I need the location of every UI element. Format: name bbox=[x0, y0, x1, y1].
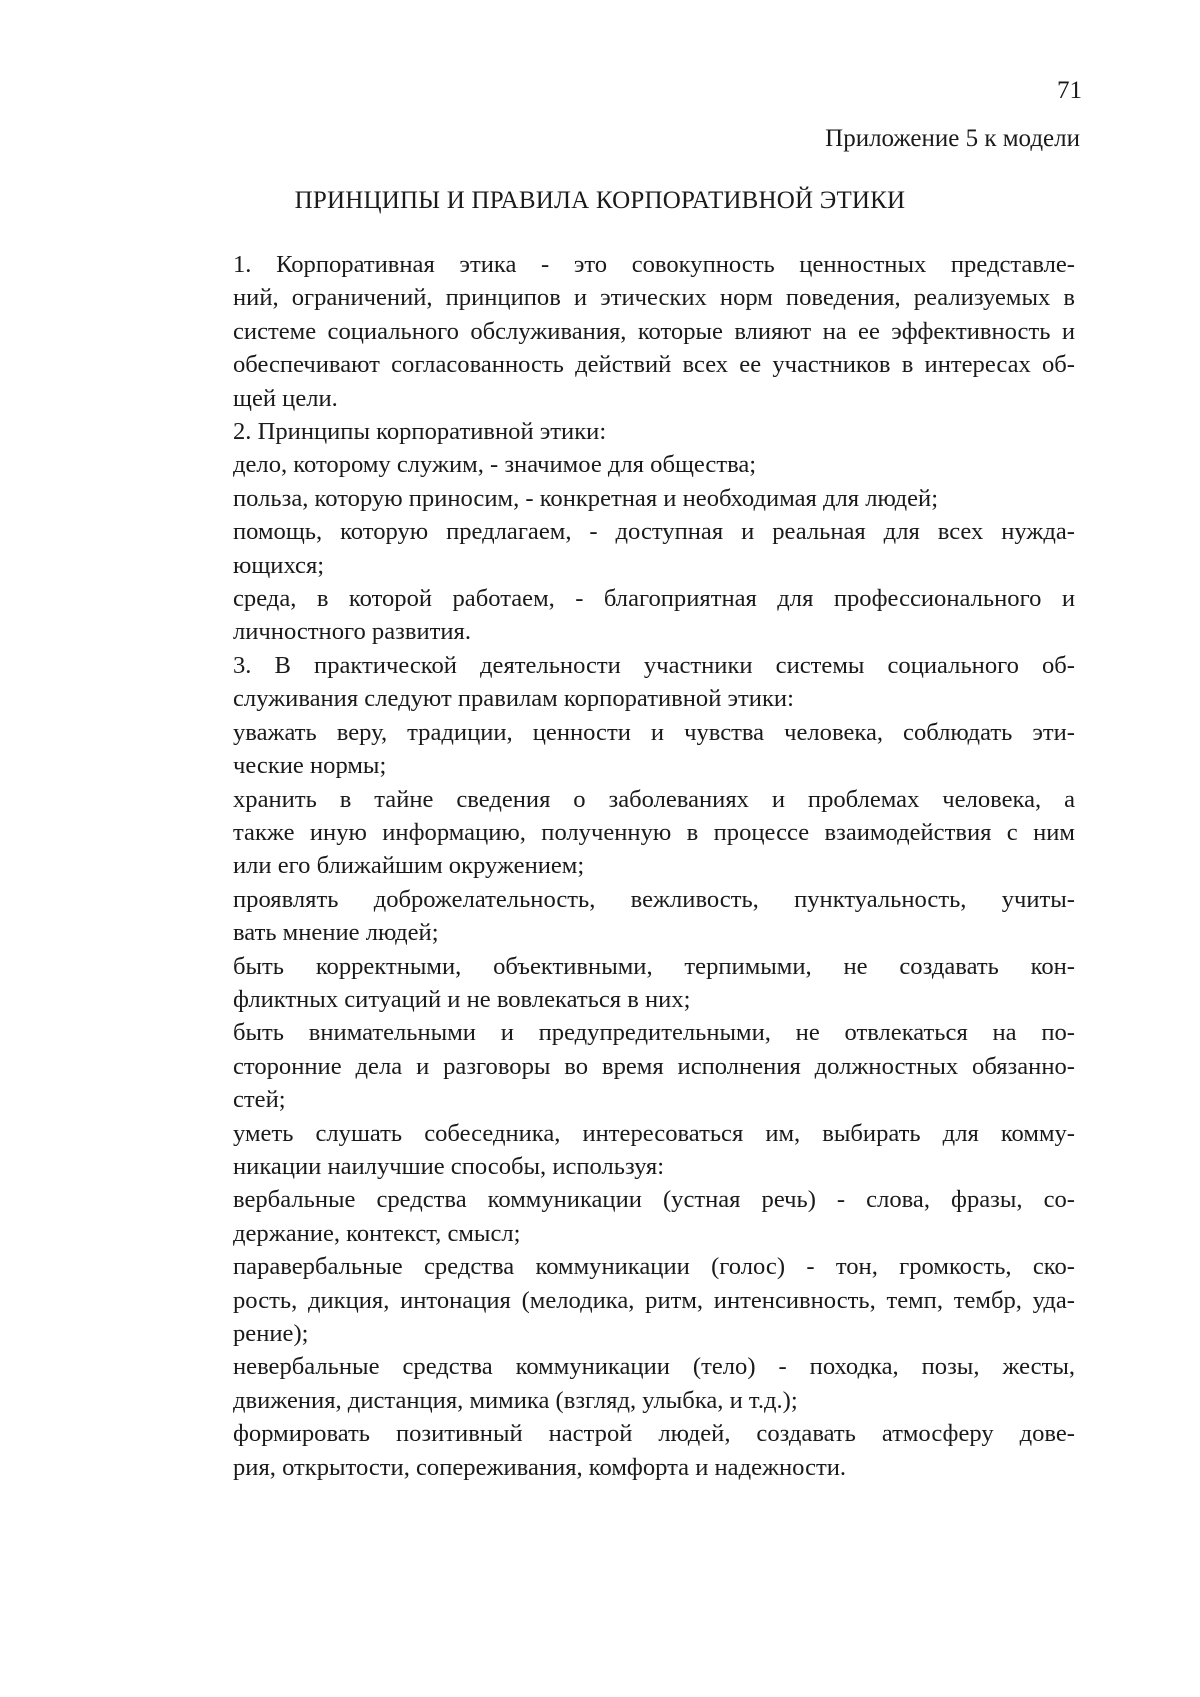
paragraph-line: 3. В практической деятельности участники системы социального об- bbox=[233, 651, 1075, 679]
paragraph-line: уметь слушать собеседника, интересоваться им, выбирать для комму- bbox=[233, 1119, 1075, 1147]
paragraph-line: служивания следуют правилам корпоративной этики: bbox=[233, 685, 794, 713]
paragraph-line: 1. Корпоративная этика - это совокупность ценностных представле- bbox=[233, 251, 1075, 278]
paragraph bbox=[163, 448, 1075, 481]
paragraph-line: дело, которому служим, - значимое для общества; bbox=[233, 451, 757, 479]
paragraph-line: ющихся; bbox=[233, 551, 325, 579]
paragraph-line: обеспечивают согласованность действий всех ее участников в интересах об- bbox=[233, 351, 1075, 379]
paragraph-line: системе социального обслуживания, которые влияют на ее эффективность и bbox=[233, 317, 1075, 345]
paragraph bbox=[163, 248, 1075, 415]
paragraph-line: невербальные средства коммуникации (тело) - походка, позы, жесты, bbox=[233, 1353, 1075, 1381]
paragraph bbox=[163, 1016, 1075, 1116]
paragraph-line: помощь, которую предлагаем, - доступная и реальная для всех нужда- bbox=[233, 518, 1075, 546]
paragraph-line: рость, дикция, интонация (мелодика, ритм, интенсивность, темп, тембр, уда- bbox=[233, 1286, 1075, 1314]
paragraph bbox=[163, 716, 1075, 783]
paragraph bbox=[163, 515, 1075, 582]
paragraph-line: 2. Принципы корпоративной этики: bbox=[233, 418, 607, 446]
paragraph-line: рение); bbox=[233, 1320, 309, 1347]
paragraph-line: паравербальные средства коммуникации (голос) - тон, громкость, ско- bbox=[233, 1253, 1075, 1281]
document-title: ПРИНЦИПЫ И ПРАВИЛА КОРПОРАТИВНОЙ ЭТИКИ bbox=[294, 187, 906, 214]
appendix-label: Приложение 5 к модели bbox=[825, 125, 1080, 152]
paragraph-line: ний, ограничений, принципов и этических норм поведения, реализуемых в bbox=[233, 284, 1075, 312]
paragraph bbox=[163, 1417, 1075, 1484]
paragraph-line: или его ближайшим окружением; bbox=[233, 852, 585, 880]
paragraph-line: быть внимательными и предупредительными, не отвлекаться на по- bbox=[233, 1019, 1075, 1047]
paragraph-line: хранить в тайне сведения о заболеваниях и проблемах человека, а bbox=[233, 785, 1075, 813]
paragraph-line: формировать позитивный настрой людей, создавать атмосферу дове- bbox=[233, 1420, 1075, 1448]
paragraph-line: вербальные средства коммуникации (устная речь) - слова, фразы, со- bbox=[233, 1186, 1075, 1214]
document-body bbox=[163, 248, 1075, 1484]
paragraph bbox=[163, 482, 1075, 515]
paragraph bbox=[163, 1117, 1075, 1184]
paragraph-line: польза, которую приносим, - конкретная и необходимая для людей; bbox=[233, 484, 939, 512]
paragraph bbox=[163, 1183, 1075, 1250]
paragraph bbox=[163, 1250, 1075, 1350]
page-number: 71 bbox=[1057, 77, 1082, 104]
paragraph bbox=[163, 783, 1075, 883]
paragraph-line: среда, в которой работаем, - благоприятная для профессионального и bbox=[233, 585, 1075, 613]
paragraph-line: быть корректными, объективными, терпимыми, не создавать кон- bbox=[233, 952, 1075, 980]
paragraph bbox=[163, 582, 1075, 649]
paragraph-line: проявлять доброжелательность, вежливость, пунктуальность, учиты- bbox=[233, 885, 1075, 913]
paragraph-line: ческие нормы; bbox=[233, 752, 387, 780]
paragraph-line: держание, контекст, смысл; bbox=[233, 1219, 521, 1247]
paragraph-line: личностного развития. bbox=[233, 618, 471, 646]
paragraph-line: также иную информацию, полученную в процессе взаимодействия с ним bbox=[233, 818, 1075, 846]
paragraph-line: никации наилучшие способы, используя: bbox=[233, 1152, 665, 1180]
paragraph-line: сторонние дела и разговоры во время исполнения должностных обязанно- bbox=[233, 1052, 1075, 1080]
paragraph-line: рия, открытости, сопереживания, комфорта и надежности. bbox=[233, 1453, 847, 1481]
paragraph-line: фликтных ситуаций и не вовлекаться в них; bbox=[233, 985, 691, 1013]
paragraph-line: щей цели. bbox=[233, 384, 338, 412]
paragraph bbox=[163, 950, 1075, 1017]
paragraph bbox=[163, 649, 1075, 716]
paragraph-line: стей; bbox=[233, 1086, 286, 1114]
paragraph bbox=[163, 883, 1075, 950]
paragraph-line: уважать веру, традиции, ценности и чувства человека, соблюдать эти- bbox=[233, 718, 1075, 746]
paragraph-line: движения, дистанция, мимика (взгляд, улыбка, и т.д.); bbox=[233, 1386, 798, 1414]
paragraph bbox=[163, 1350, 1075, 1417]
paragraph bbox=[163, 415, 1075, 448]
paragraph-line: вать мнение людей; bbox=[233, 919, 439, 947]
